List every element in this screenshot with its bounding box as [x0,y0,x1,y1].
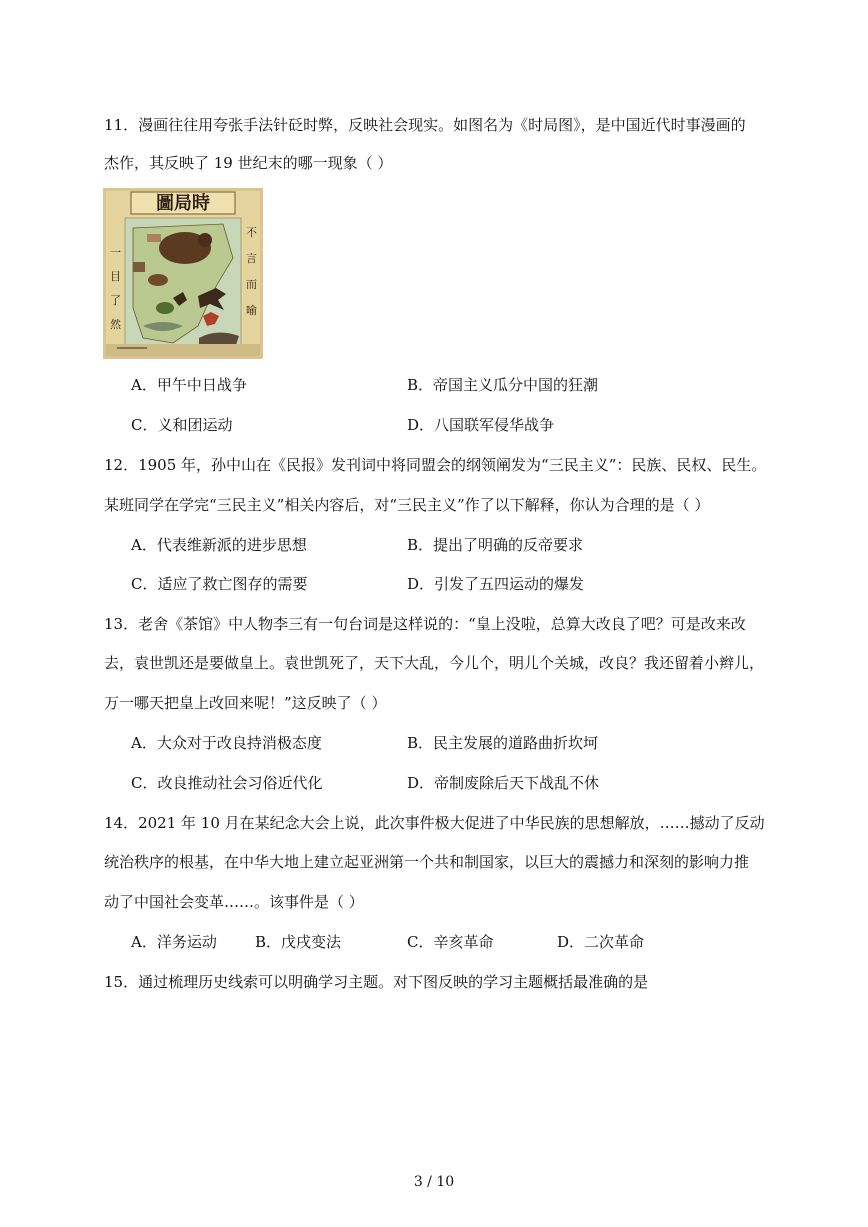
q11-option-c: C．义和团运动 [131,416,233,434]
cartoon-right-char-2: 言 [246,252,257,265]
q11-stem-line-1: 11．漫画往往用夸张手法针砭时弊，反映社会现实。如图名为《时局图》，是中国近代时事漫画的 [104,116,746,134]
cartoon-left-char-3: 了 [110,294,121,307]
cartoon-right-char-3: 而 [246,278,257,291]
q11-option-b: B．帝国主义瓜分中国的狂潮 [407,376,599,394]
q13-option-b: B．民主发展的道路曲折坎坷 [407,734,599,752]
cartoon-left-char-2: 目 [110,270,121,283]
cartoon-left-char-1: 一 [110,246,121,259]
q12-option-d: D．引发了五四运动的爆发 [407,575,585,593]
q12-option-c: C．适应了救亡图存的需要 [131,575,308,593]
q12-option-b: B．提出了明确的反帝要求 [407,536,584,554]
q14-option-b: B．戊戌变法 [255,933,342,951]
q12-stem-line-2: 某班同学在学完“三民主义”相关内容后，对“三民主义”作了以下解释，你认为合理的是（ ） [104,496,710,514]
q13-option-c: C．改良推动社会习俗近代化 [131,774,323,792]
q14-option-c: C．辛亥革命 [407,933,494,951]
q14-stem-line-2: 统治秩序的根基，在中华大地上建立起亚洲第一个共和制国家，以巨大的震撼力和深刻的影响力推 [104,853,750,871]
q11-stem-line-2: 杰作，其反映了 19 世纪末的哪一现象（ ） [104,154,393,172]
cartoon-right-char-4: 喻 [246,304,257,317]
q13-option-d: D．帝制废除后天下战乱不休 [407,774,600,792]
q12-stem-line-1: 12．1905 年，孙中山在《民报》发刊词中将同盟会的纲领阐发为“三民主义”：民族、民权、民生。 [104,456,767,474]
q13-stem-line-2: 去，袁世凯还是要做皇上。袁世凯死了，天下大乱，今儿个，明儿个关城，改良？我还留着小辫儿， [104,654,765,672]
q13-stem-line-1: 13．老舍《茶馆》中人物李三有一句台词是这样说的：“皇上没啦，总算大改良了吧？可是改来改 [104,615,746,633]
q14-stem-line-3: 动了中国社会变革……。该事件是（ ） [104,893,364,911]
shiju-tu-cartoon-image [103,188,263,359]
q13-stem-line-3: 万一哪天把皇上改回来呢！”这反映了（ ） [104,694,387,712]
q12-option-a: A．代表维新派的进步思想 [131,536,307,554]
q14-option-a: A．洋务运动 [131,933,217,951]
q15-stem-line-1: 15．通过梳理历史线索可以明确学习主题。对下图反映的学习主题概括最准确的是 [104,973,649,991]
page-number: 3 / 10 [413,1174,455,1190]
q11-option-d: D．八国联军侵华战争 [407,416,555,434]
cartoon-title: 圖局時 [156,193,210,214]
q11-option-a: A．甲午中日战争 [131,376,247,394]
q14-option-d: D．二次革命 [557,933,645,951]
cartoon-right-char-1: 不 [246,226,257,239]
q14-stem-line-1: 14．2021 年 10 月在某纪念大会上说，此次事件极大促进了中华民族的思想解放，……撼动了反动 [104,814,765,832]
frog-figure [156,302,174,314]
cartoon-left-char-4: 然 [110,318,121,331]
dog-figure [148,274,168,286]
q13-option-a: A．大众对于改良持消极态度 [131,734,322,752]
